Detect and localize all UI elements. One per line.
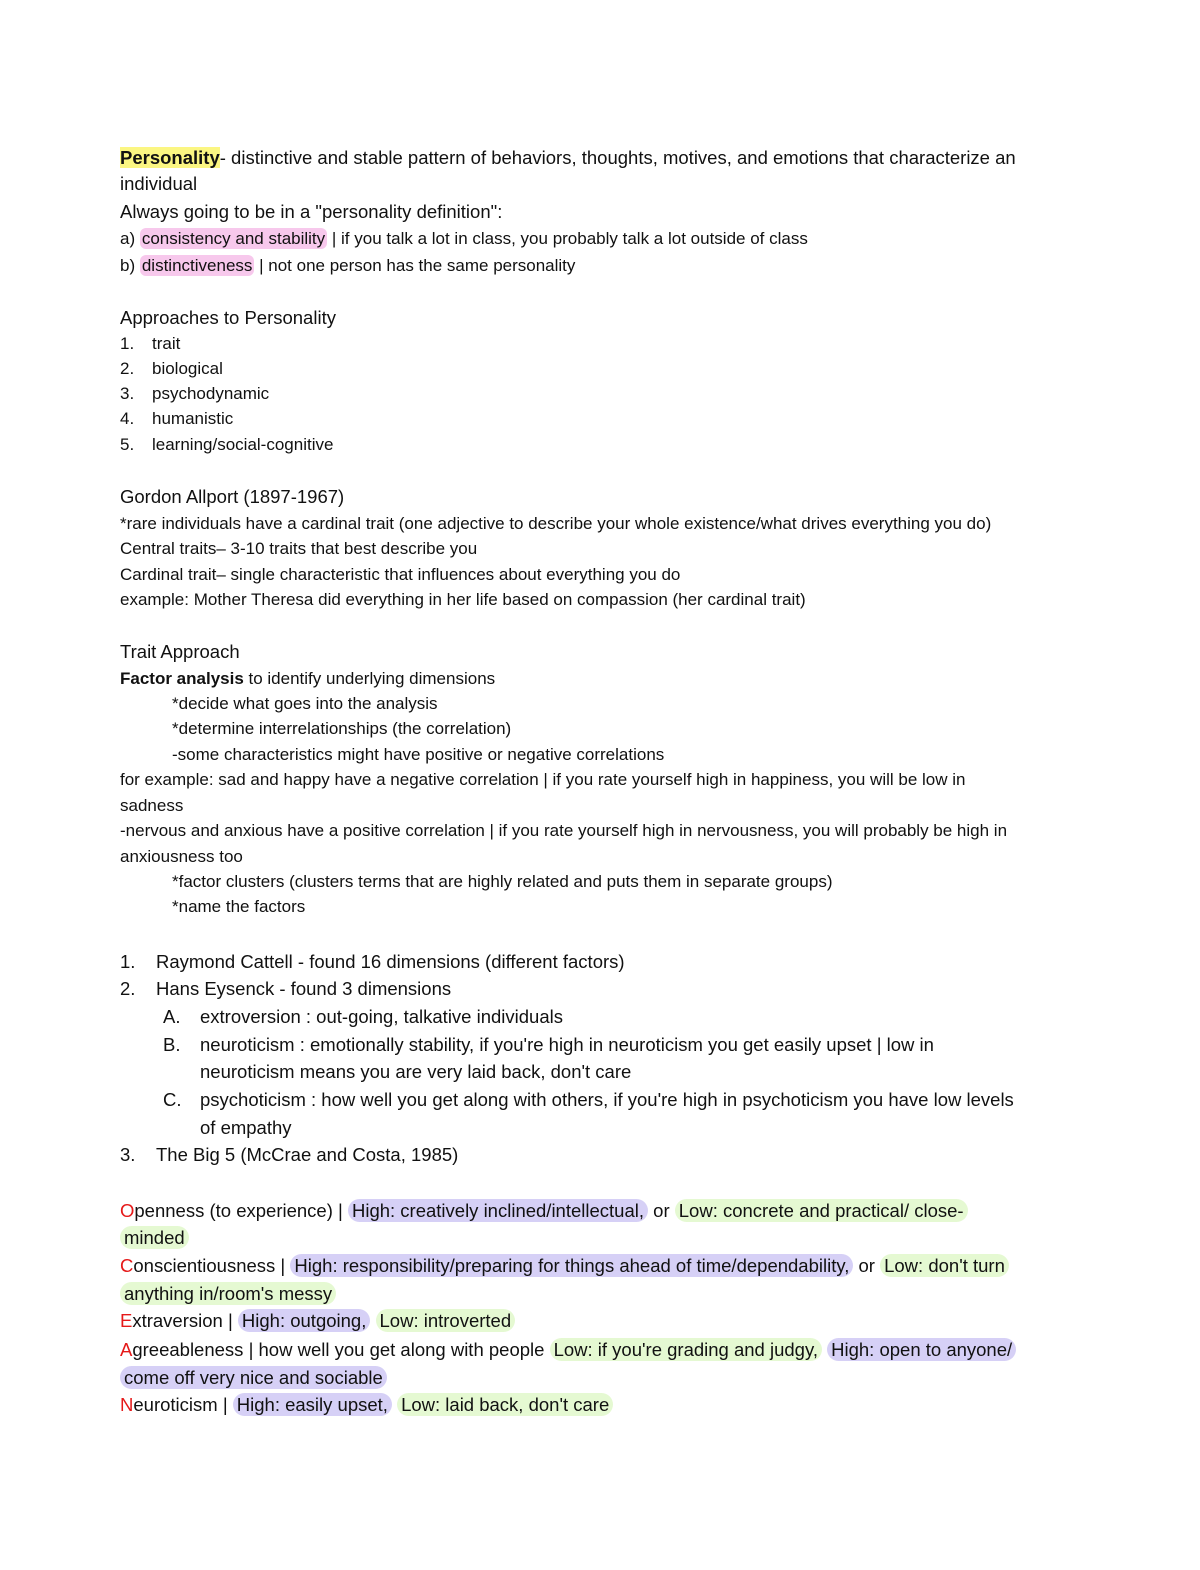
- highlight-high: High: creatively inclined/intellectual,: [348, 1199, 648, 1222]
- allport-line: example: Mother Theresa did everything in her life based on compassion (her cardinal trait): [120, 590, 806, 609]
- trait-step: *factor clusters (clusters terms that are highly related and puts them in separate groups): [172, 872, 833, 891]
- point-b: b) distinctiveness | not one person has the same personality: [120, 256, 576, 275]
- highlight-high: High: open to anyone/: [827, 1338, 1016, 1361]
- personality-definition: Personality- distinctive and stable pattern of behaviors, thoughts, motives, and emotions that characterize an: [120, 147, 1016, 168]
- highlight-high: High: easily upset,: [233, 1393, 392, 1416]
- factor-analysis-line: Factor analysis to identify underlying dimensions: [120, 669, 496, 688]
- big5-neuroticism: Neuroticism | High: easily upset, Low: laid back, don't care: [120, 1393, 613, 1417]
- dimension-item: A. extroversion : out-going, talkative individuals: [163, 1006, 563, 1027]
- highlight-distinctiveness: distinctiveness: [141, 256, 253, 275]
- highlight-low: Low: if you're grading and judgy,: [550, 1338, 822, 1361]
- highlight-low: Low: laid back, don't care: [397, 1393, 613, 1416]
- dimension-item-continued: of empathy: [200, 1117, 292, 1138]
- big5-extraversion: Extraversion | High: outgoing, Low: introverted: [120, 1309, 515, 1333]
- always-line: Always going to be in a "personality definition":: [120, 201, 503, 222]
- list-item: 5. learning/social-cognitive: [120, 435, 334, 454]
- allport-heading: Gordon Allport (1897-1967): [120, 486, 345, 507]
- highlight-low: Low: don't turn: [880, 1254, 1009, 1277]
- example-line: for example: sad and happy have a negative correlation | if you rate yourself high in happiness, you will be low in: [120, 770, 966, 789]
- dimension-item: B. neuroticism : emotionally stability, if you're high in neuroticism you get easily upset | low in: [163, 1034, 934, 1055]
- highlight-low: minded: [120, 1226, 189, 1249]
- trait-step: *decide what goes into the analysis: [172, 694, 438, 713]
- allport-line: Central traits– 3-10 traits that best describe you: [120, 539, 478, 558]
- list-item: 4. humanistic: [120, 409, 234, 428]
- dimension-item: C. psychoticism : how well you get along with others, if you're high in psychoticism you have low levels: [163, 1089, 1014, 1110]
- trait-step: *determine interrelationships (the correlation): [172, 719, 512, 738]
- example-line: anxiousness too: [120, 847, 243, 866]
- highlight-consistency: consistency and stability: [141, 229, 326, 248]
- example-line: sadness: [120, 796, 184, 815]
- list-item: 2. biological: [120, 359, 223, 378]
- big5-agreeableness-continued: [120, 1366, 387, 1390]
- list-item: 3. psychodynamic: [120, 384, 270, 403]
- big5-conscientiousness: Conscientiousness | High: responsibility/preparing for things ahead of time/dependability, or Low: don't turn: [120, 1254, 1009, 1278]
- researcher-item: 1. Raymond Cattell - found 16 dimensions (different factors): [120, 951, 625, 972]
- point-a: a) consistency and stability | if you talk a lot in class, you probably talk a lot outside of class: [120, 229, 808, 248]
- highlight-low: Low: introverted: [376, 1309, 516, 1332]
- trait-heading: Trait Approach: [120, 641, 240, 662]
- big5-agreeableness: Agreeableness | how well you get along with people Low: if you're grading and judgy, High: open to anyone/: [120, 1338, 1016, 1362]
- definition-continued: individual: [120, 173, 198, 194]
- highlight-low: anything in/room's messy: [120, 1282, 336, 1305]
- list-item: 1. trait: [120, 334, 181, 353]
- trait-step: -some characteristics might have positive or negative correlations: [172, 745, 665, 764]
- allport-line: Cardinal trait– single characteristic that influences about everything you do: [120, 565, 681, 584]
- approaches-heading: Approaches to Personality: [120, 307, 336, 328]
- highlight-low: Low: concrete and practical/ close-: [675, 1199, 968, 1222]
- highlight-high: High: outgoing,: [238, 1309, 370, 1332]
- dimension-item-continued: neuroticism means you are very laid back, don't care: [200, 1061, 632, 1082]
- highlight-high: come off very nice and sociable: [120, 1366, 387, 1389]
- researcher-item: 3. The Big 5 (McCrae and Costa, 1985): [120, 1144, 459, 1165]
- trait-step: *name the factors: [172, 897, 306, 916]
- highlight-high: High: responsibility/preparing for things ahead of time/dependability,: [290, 1254, 853, 1277]
- allport-line: *rare individuals have a cardinal trait (one adjective to describe your whole existence/what drives everything you do): [120, 514, 992, 533]
- example-line: -nervous and anxious have a positive correlation | if you rate yourself high in nervousness, you will probably be high in: [120, 821, 1008, 840]
- big5-conscientiousness-continued: [120, 1282, 336, 1306]
- researcher-item: 2. Hans Eysenck - found 3 dimensions: [120, 978, 452, 999]
- term-personality: Personality: [120, 147, 220, 168]
- big5-openness-continued: [120, 1226, 189, 1250]
- big5-openness: Openness (to experience) | High: creatively inclined/intellectual, or Low: concrete and practical/ close-: [120, 1199, 968, 1223]
